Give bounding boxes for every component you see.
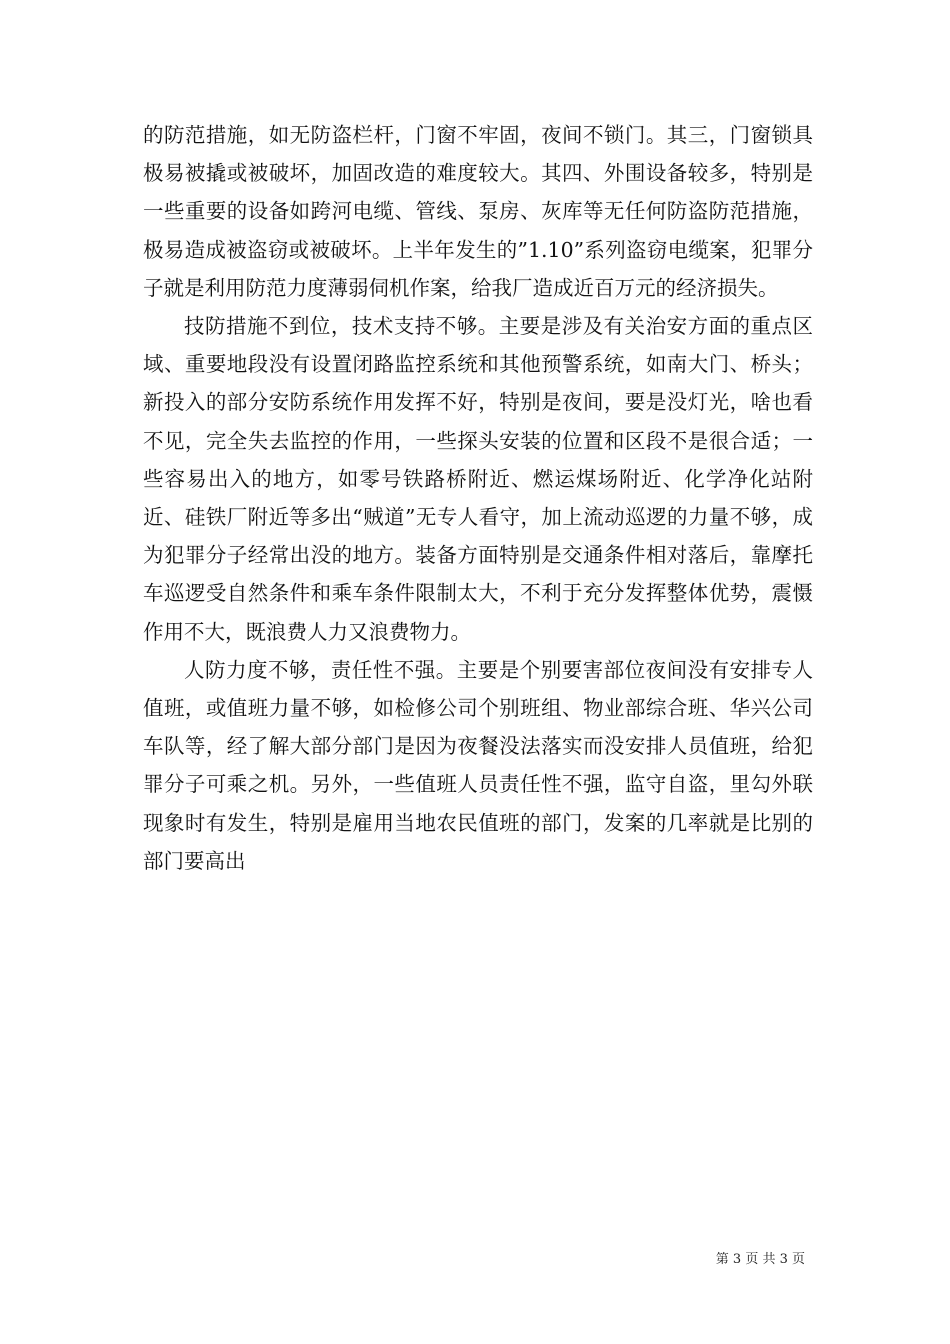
- page-number-footer: 第 3 页 共 3 页: [715, 1252, 805, 1267]
- paragraph-continuation: 的防范措施，如无防盗栏杆，门窗不牢固，夜间不锁门。其三，门窗锁具极易被撬或被破坏，加固改造的难度较大。其四、外围设备较多，特别是一些重要的设备如跨河电缆、管线、泵房、灰库等无任何防盗防范措施，极易造成被盗窃或被破坏。上半年发生的”1.10”系列盗窃电缆案，犯罪分子就是利用防范力度薄弱伺机作案，给我厂造成近百万元的经济损失。: [143, 123, 813, 300]
- paragraph-personnel-measures: 人防力度不够，责任性不强。主要是个别要害部位夜间没有安排专人值班，或值班力量不够，如检修公司个别班组、物业部综合班、华兴公司车队等，经了解大部分部门是因为夜餐没法落实而没安排人员值班，给犯罪分子可乘之机。另外，一些值班人员责任性不强，监守自盗，里勾外联现象时有发生，特别是雇用当地农民值班的部门，发案的几率就是比别的部门要高出: [143, 657, 813, 873]
- document-body: [143, 116, 813, 880]
- paragraph-technical-measures: 技防措施不到位，技术支持不够。主要是涉及有关治安方面的重点区域、重要地段没有设置闭路监控系统和其他预警系统，如南大门、桥头；新投入的部分安防系统作用发挥不好，特别是夜间，要是没灯光，啥也看不见，完全失去监控的作用，一些探头安装的位置和区段不是很合适；一些容易出入的地方，如零号铁路桥附近、燃运煤场附近、化学净化站附近、硅铁厂附近等多出“贼道”无专人看守，加上流动巡逻的力量不够，成为犯罪分子经常出没的地方。装备方面特别是交通条件相对落后，靠摩托车巡逻受自然条件和乘车条件限制太大，不利于充分发挥整体优势，震慑作用不大，既浪费人力又浪费物力。: [143, 314, 813, 644]
